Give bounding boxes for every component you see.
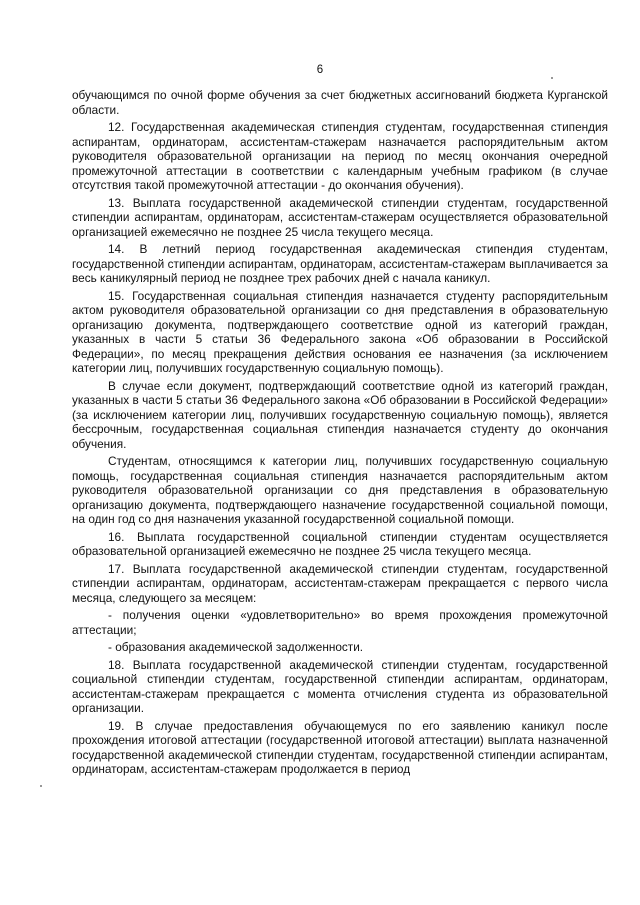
- paragraph-13: 13. Выплата государственной академической стипендии студентам, государственной стипендии аспирантам, ординаторам, ассистентам-стажерам осуществляется образовательной организацией ежемесячно не позднее 25 числа текущего месяца.: [72, 195, 608, 239]
- paragraph-15: 15. Государственная социальная стипендия назначается студенту распорядительным актом руководителя образовательной организации со дня представления в образовательную организацию документа, подтверждающего соответствие одной из категорий граждан, указанных в части 5 статьи 36 Федерального закона «Об образовании в Российской Федерации», по месяц прекращения действия основания ее назначения (за исключением категории лиц, получивших государственную социальную помощь).: [72, 288, 608, 375]
- paragraph-16: 16. Выплата государственной социальной стипендии студентам осуществляется образовательной организацией ежемесячно не позднее 25 числа текущего месяца.: [72, 529, 608, 558]
- paragraph-15-clause-3: Студентам, относящимся к категории лиц, получивших государственную социальную помощь, государственная социальная стипендия назначается распорядительным актом руководителя образовательной организации со дня представления в образовательную организацию документа, подтверждающего назначение государственной социальной помощи, на один год со дня назначения указанной государственной социальной помощи.: [72, 454, 608, 526]
- paragraph-12: 12. Государственная академическая стипендия студентам, государственная стипендия аспирантам, ординаторам, ассистентам-стажерам назначается распорядительным актом руководителя образовательной организации на период по месяц окончания очередной промежуточной аттестации в соответствии с календарным учебным графиком (в случае отсутствия такой промежуточной аттестации - до окончания обучения).: [72, 120, 608, 192]
- paragraph-14: 14. В летний период государственная академическая стипендия студентам, государственной стипендии аспирантам, ординаторам, ассистентам-стажерам выплачивается за весь каникулярный период не позднее трех рабочих дней с начала каникул.: [72, 242, 608, 285]
- paragraph-17: 17. Выплата государственной академической стипендии студентам, государственной стипендии аспирантам, ординаторам, ассистентам-стажерам прекращается с первого числа месяца, следующего за месяцем:: [72, 561, 608, 605]
- list-item-grade: - получения оценки «удовлетворительно» во время прохождения промежуточной аттестации;: [72, 608, 608, 637]
- scan-speck: [551, 77, 553, 79]
- list-item-debt: - образования академической задолженности.: [108, 640, 364, 654]
- paragraph-15-clause-2: В случае если документ, подтверждающий соответствие одной из категорий граждан, указанных в части 5 статьи 36 Федерального закона «Об образовании в Российской Федерации» (за исключением категории лиц, получивших государственную социальную помощь), является бессрочным, государственная социальная стипендия назначается студенту до окончания обучения.: [72, 378, 608, 451]
- page-number: 6: [316, 64, 324, 76]
- paragraph-18: 18. Выплата государственной академической стипендии студентам, государственной социальной стипендии студентам, государственной стипендии аспирантам, ординаторам, ассистентам-стажерам прекращается с момента отчисления студента из образовательной организации.: [72, 657, 608, 715]
- paragraph-19: 19. В случае предоставления обучающемуся по его заявлению каникул после прохождения итоговой аттестации (государственной итоговой аттестации) выплата назначенной государственной академической стипендии студентам, государственной стипендии аспирантам, ординаторам, ассистентам-стажерам продолжается в период: [72, 718, 608, 776]
- scan-speck: [40, 785, 42, 787]
- document-body: [72, 88, 608, 777]
- paragraph-continuation: обучающимся по очной форме обучения за счет бюджетных ассигнований бюджета Курганской области.: [72, 88, 608, 117]
